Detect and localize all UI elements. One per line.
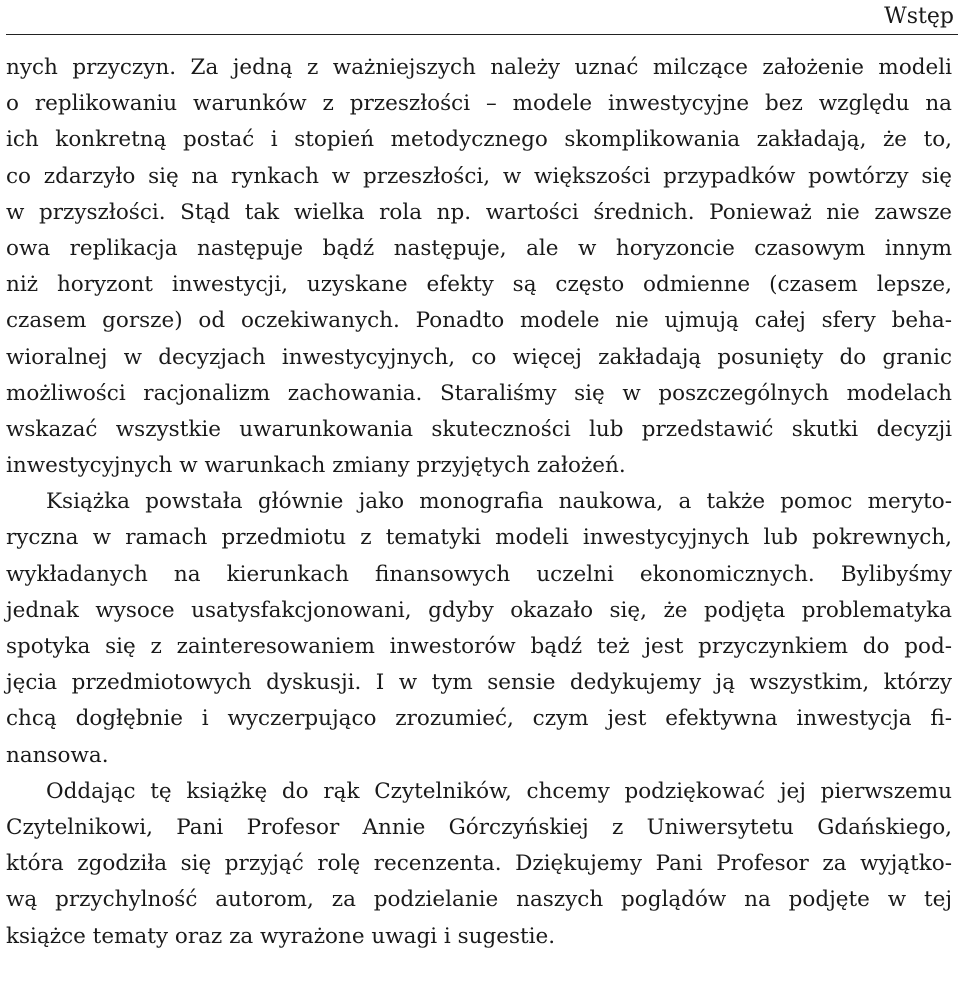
text-line: niż horyzont inwestycji, uzyskane efekty są często odmienne (czasem lepsze,	[6, 272, 952, 298]
text-line: czasem gorsze) od oczekiwanych. Ponadto modele nie ujmują całej sfery beha-	[6, 308, 952, 334]
running-title: Wstęp	[884, 4, 954, 29]
text-line: inwestycyjnych w warunkach zmiany przyjętych założeń.	[6, 453, 626, 479]
paragraph-2	[6, 484, 952, 774]
text-line: owa replikacja następuje bądź następuje, ale w horyzoncie czasowym innym	[6, 235, 952, 261]
text-line: wykładanych na kierunkach finansowych uczelni ekonomicznych. Bylibyśmy	[6, 561, 952, 587]
text-line: o replikowaniu warunków z przeszłości – modele inwestycyjne bez względu na	[6, 91, 952, 117]
text-line: wskazać wszystkie uwarunkowania skuteczności lub przedstawić skutki decyzji	[6, 416, 952, 442]
text-line: ich konkretną postać i stopień metodycznego skomplikowania zakładają, że to,	[6, 127, 952, 153]
text-line: Oddając tę książkę do rąk Czytelników, chcemy podziękować jej pierwszemu	[46, 778, 952, 804]
text-line: ryczna w ramach przedmiotu z tematyki modeli inwestycyjnych lub pokrewnych,	[6, 525, 952, 551]
paragraph-3	[6, 774, 952, 955]
text-line: Książka powstała głównie jako monografia naukowa, a także pomoc meryto-	[46, 489, 952, 515]
text-line: chcą dogłębnie i wyczerpująco zrozumieć, czym jest efektywna inwestycja fi-	[6, 706, 952, 732]
text-line: wioralnej w decyzjach inwestycyjnych, co więcej zakładają posunięty do granic	[6, 344, 952, 370]
text-line: w przyszłości. Stąd tak wielka rola np. wartości średnich. Ponieważ nie zawsze	[6, 199, 952, 225]
text-line: możliwości racjonalizm zachowania. Staraliśmy się w poszczególnych modelach	[6, 380, 952, 406]
body-text	[6, 50, 952, 955]
paragraph-1	[6, 50, 952, 484]
text-line: która zgodziła się przyjąć rolę recenzenta. Dziękujemy Pani Profesor za wyjątko-	[6, 851, 952, 877]
text-line: jęcia przedmiotowych dyskusji. I w tym sensie dedykujemy ją wszystkim, którzy	[6, 670, 952, 696]
text-line: Czytelnikowi, Pani Profesor Annie Górczyńskiej z Uniwersytetu Gdańskiego,	[6, 814, 952, 840]
running-header	[0, 0, 960, 36]
text-line: jednak wysoce usatysfakcjonowani, gdyby okazało się, że podjęta problematyka	[6, 597, 952, 623]
text-line: nansowa.	[6, 742, 109, 768]
text-line: wą przychylność autorom, za podzielanie naszych poglądów na podjęte w tej	[6, 887, 952, 913]
header-rule	[6, 34, 958, 35]
text-line: co zdarzyło się na rynkach w przeszłości, w większości przypadków powtórzy się	[6, 163, 952, 189]
text-line: spotyka się z zainteresowaniem inwestorów bądź też jest przyczynkiem do pod-	[6, 634, 952, 659]
text-line: nych przyczyn. Za jedną z ważniejszych należy uznać milczące założenie modeli	[6, 55, 952, 80]
text-line: książce tematy oraz za wyrażone uwagi i sugestie.	[6, 923, 556, 949]
